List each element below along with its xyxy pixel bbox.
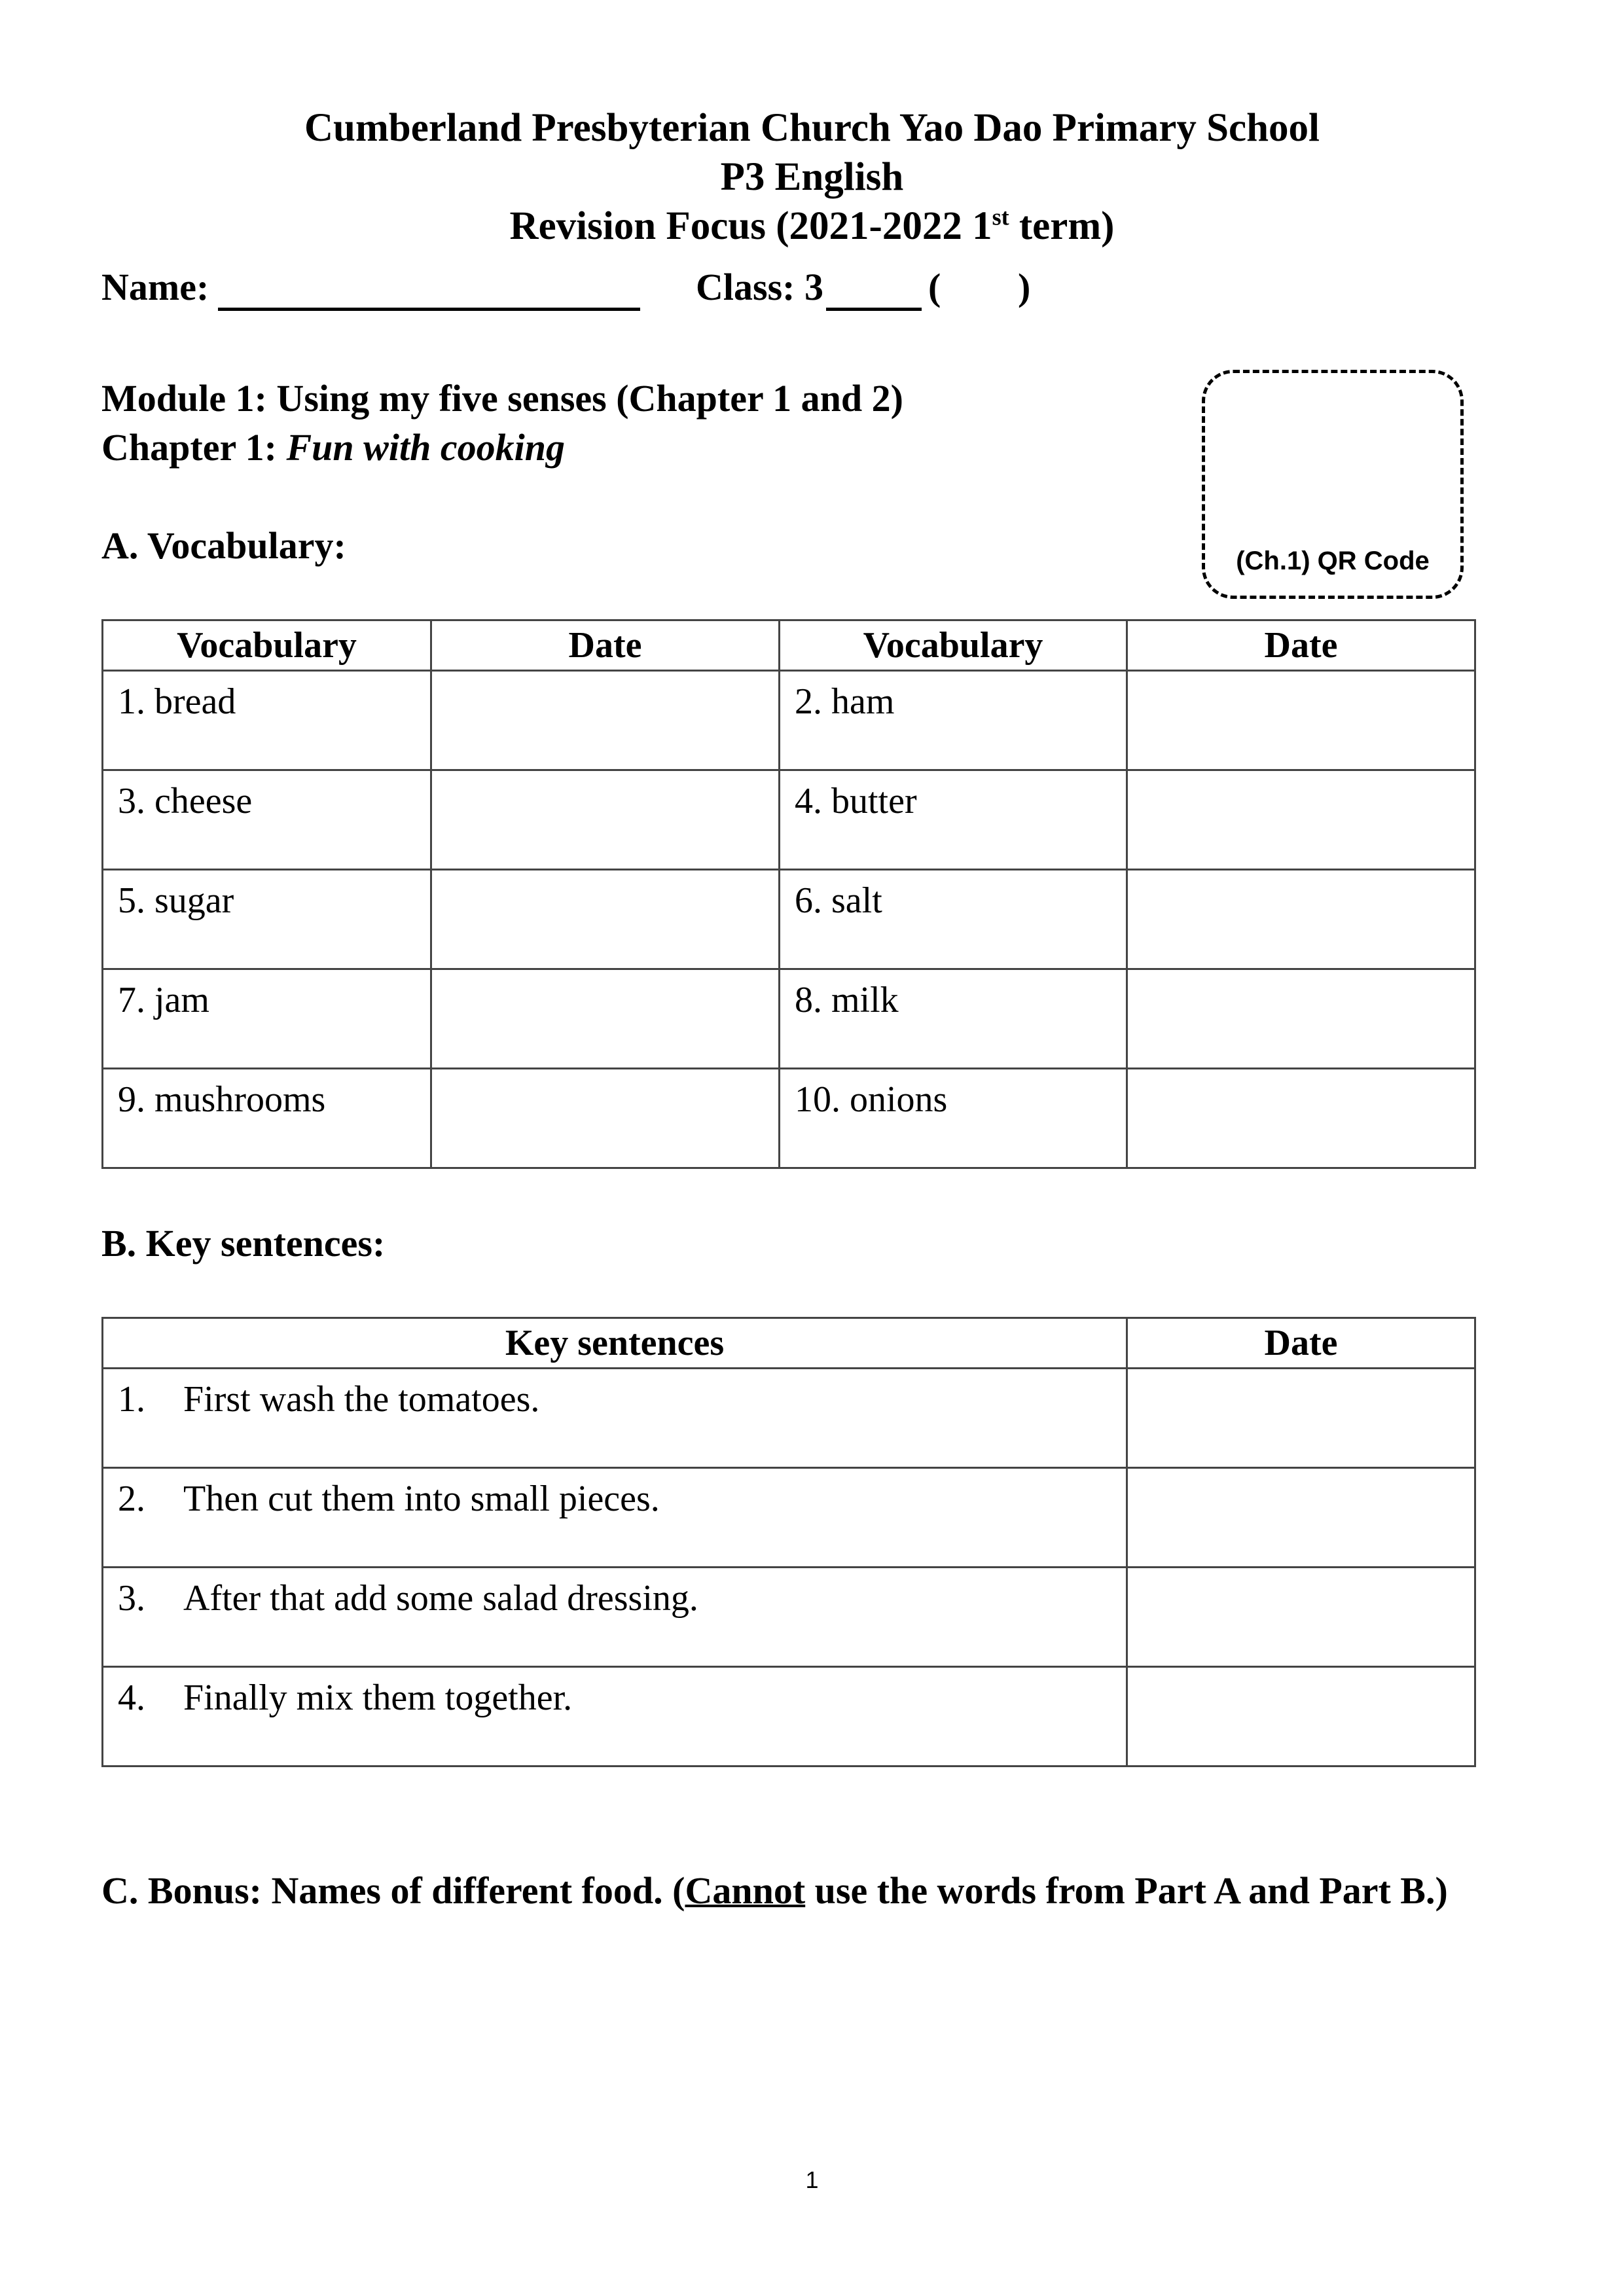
page-number: 1: [805, 2166, 819, 2193]
sentence-text: After that add some salad dressing.: [183, 1578, 698, 1619]
class-label: Class: 3: [696, 266, 823, 308]
section-c-suffix: use the words from Part A and Part B.): [805, 1869, 1448, 1912]
date-cell[interactable]: [1127, 1468, 1475, 1568]
school-name: Cumberland Presbyterian Church Yao Dao Primary School: [304, 106, 1320, 150]
table-row: [103, 969, 1475, 1069]
subject-title: P3 English: [720, 155, 904, 199]
vocabulary-cell: 7. jam: [103, 969, 431, 1069]
sentence-number: 1.: [118, 1379, 145, 1420]
chapter-label: Chapter 1:: [101, 426, 277, 469]
vocabulary-cell: 5. sugar: [103, 870, 431, 969]
header-date: Date: [431, 620, 780, 671]
sentence-cell: [103, 1369, 1127, 1468]
table-row: [103, 1069, 1475, 1168]
class-number-close: ): [1018, 266, 1031, 308]
sentence-text: First wash the tomatoes.: [183, 1379, 540, 1420]
section-a-title: A. Vocabulary:: [101, 524, 346, 567]
section-c-title: [101, 1869, 1448, 1912]
sentence-text: Finally mix them together.: [183, 1677, 573, 1718]
sentence-cell: [103, 1568, 1127, 1667]
table-row: [103, 1667, 1475, 1767]
chapter-line: [101, 425, 565, 469]
vocabulary-table: [101, 619, 1476, 1169]
date-cell[interactable]: [1127, 1667, 1475, 1767]
header-vocabulary: Vocabulary: [103, 620, 431, 671]
table-row: [103, 671, 1475, 770]
section-c-underlined: Cannot: [685, 1869, 806, 1912]
vocabulary-cell: 1. bread: [103, 671, 431, 770]
revision-superscript: st: [992, 204, 1009, 230]
date-cell[interactable]: [1127, 1568, 1475, 1667]
revision-prefix: Revision Focus (2021-2022 1: [509, 204, 992, 248]
vocabulary-cell: 10. onions: [780, 1069, 1127, 1168]
sentence-number: 2.: [118, 1479, 145, 1519]
date-cell[interactable]: [1127, 1369, 1475, 1468]
revision-title: [0, 203, 1624, 250]
vocabulary-cell: 6. salt: [780, 870, 1127, 969]
table-row: [103, 1568, 1475, 1667]
section-c-prefix: C. Bonus: Names of different food. (: [101, 1869, 685, 1912]
vocabulary-cell: 3. cheese: [103, 770, 431, 870]
sentence-cell: [103, 1468, 1127, 1568]
date-cell[interactable]: [1127, 969, 1475, 1069]
date-cell[interactable]: [431, 870, 780, 969]
vocabulary-cell: 4. butter: [780, 770, 1127, 870]
key-sentences-table: [101, 1317, 1476, 1767]
date-cell[interactable]: [431, 1069, 780, 1168]
table-row: [103, 1468, 1475, 1568]
table-row: [103, 870, 1475, 969]
chapter-title: Fun with cooking: [286, 426, 565, 469]
class-number-open: (: [928, 266, 941, 308]
sentence-cell: [103, 1667, 1127, 1767]
name-field[interactable]: [218, 308, 640, 311]
sentence-number: 4.: [118, 1677, 145, 1718]
name-label: Name:: [101, 266, 209, 308]
class-field[interactable]: [826, 308, 922, 311]
key-sentences-header-row: [103, 1318, 1475, 1369]
header-key-sentences: Key sentences: [103, 1318, 1127, 1369]
qr-code-placeholder: [1202, 370, 1464, 599]
table-row: [103, 1369, 1475, 1468]
table-row: [103, 770, 1475, 870]
header-vocabulary: Vocabulary: [780, 620, 1127, 671]
vocabulary-cell: 2. ham: [780, 671, 1127, 770]
section-b-title: B. Key sentences:: [101, 1222, 386, 1265]
vocabulary-cell: 8. milk: [780, 969, 1127, 1069]
date-cell[interactable]: [1127, 770, 1475, 870]
qr-code-label: (Ch.1) QR Code: [1236, 547, 1430, 575]
module-title: Module 1: Using my five senses (Chapter 1 and 2): [101, 377, 903, 420]
date-cell[interactable]: [431, 770, 780, 870]
date-cell[interactable]: [431, 969, 780, 1069]
header-date: Date: [1127, 1318, 1475, 1369]
date-cell[interactable]: [1127, 1069, 1475, 1168]
header-date: Date: [1127, 620, 1475, 671]
date-cell[interactable]: [1127, 671, 1475, 770]
vocabulary-header-row: [103, 620, 1475, 671]
date-cell[interactable]: [431, 671, 780, 770]
sentence-number: 3.: [118, 1578, 145, 1619]
revision-suffix: term): [1009, 204, 1115, 248]
vocabulary-cell: 9. mushrooms: [103, 1069, 431, 1168]
sentence-text: Then cut them into small pieces.: [183, 1479, 660, 1519]
date-cell[interactable]: [1127, 870, 1475, 969]
